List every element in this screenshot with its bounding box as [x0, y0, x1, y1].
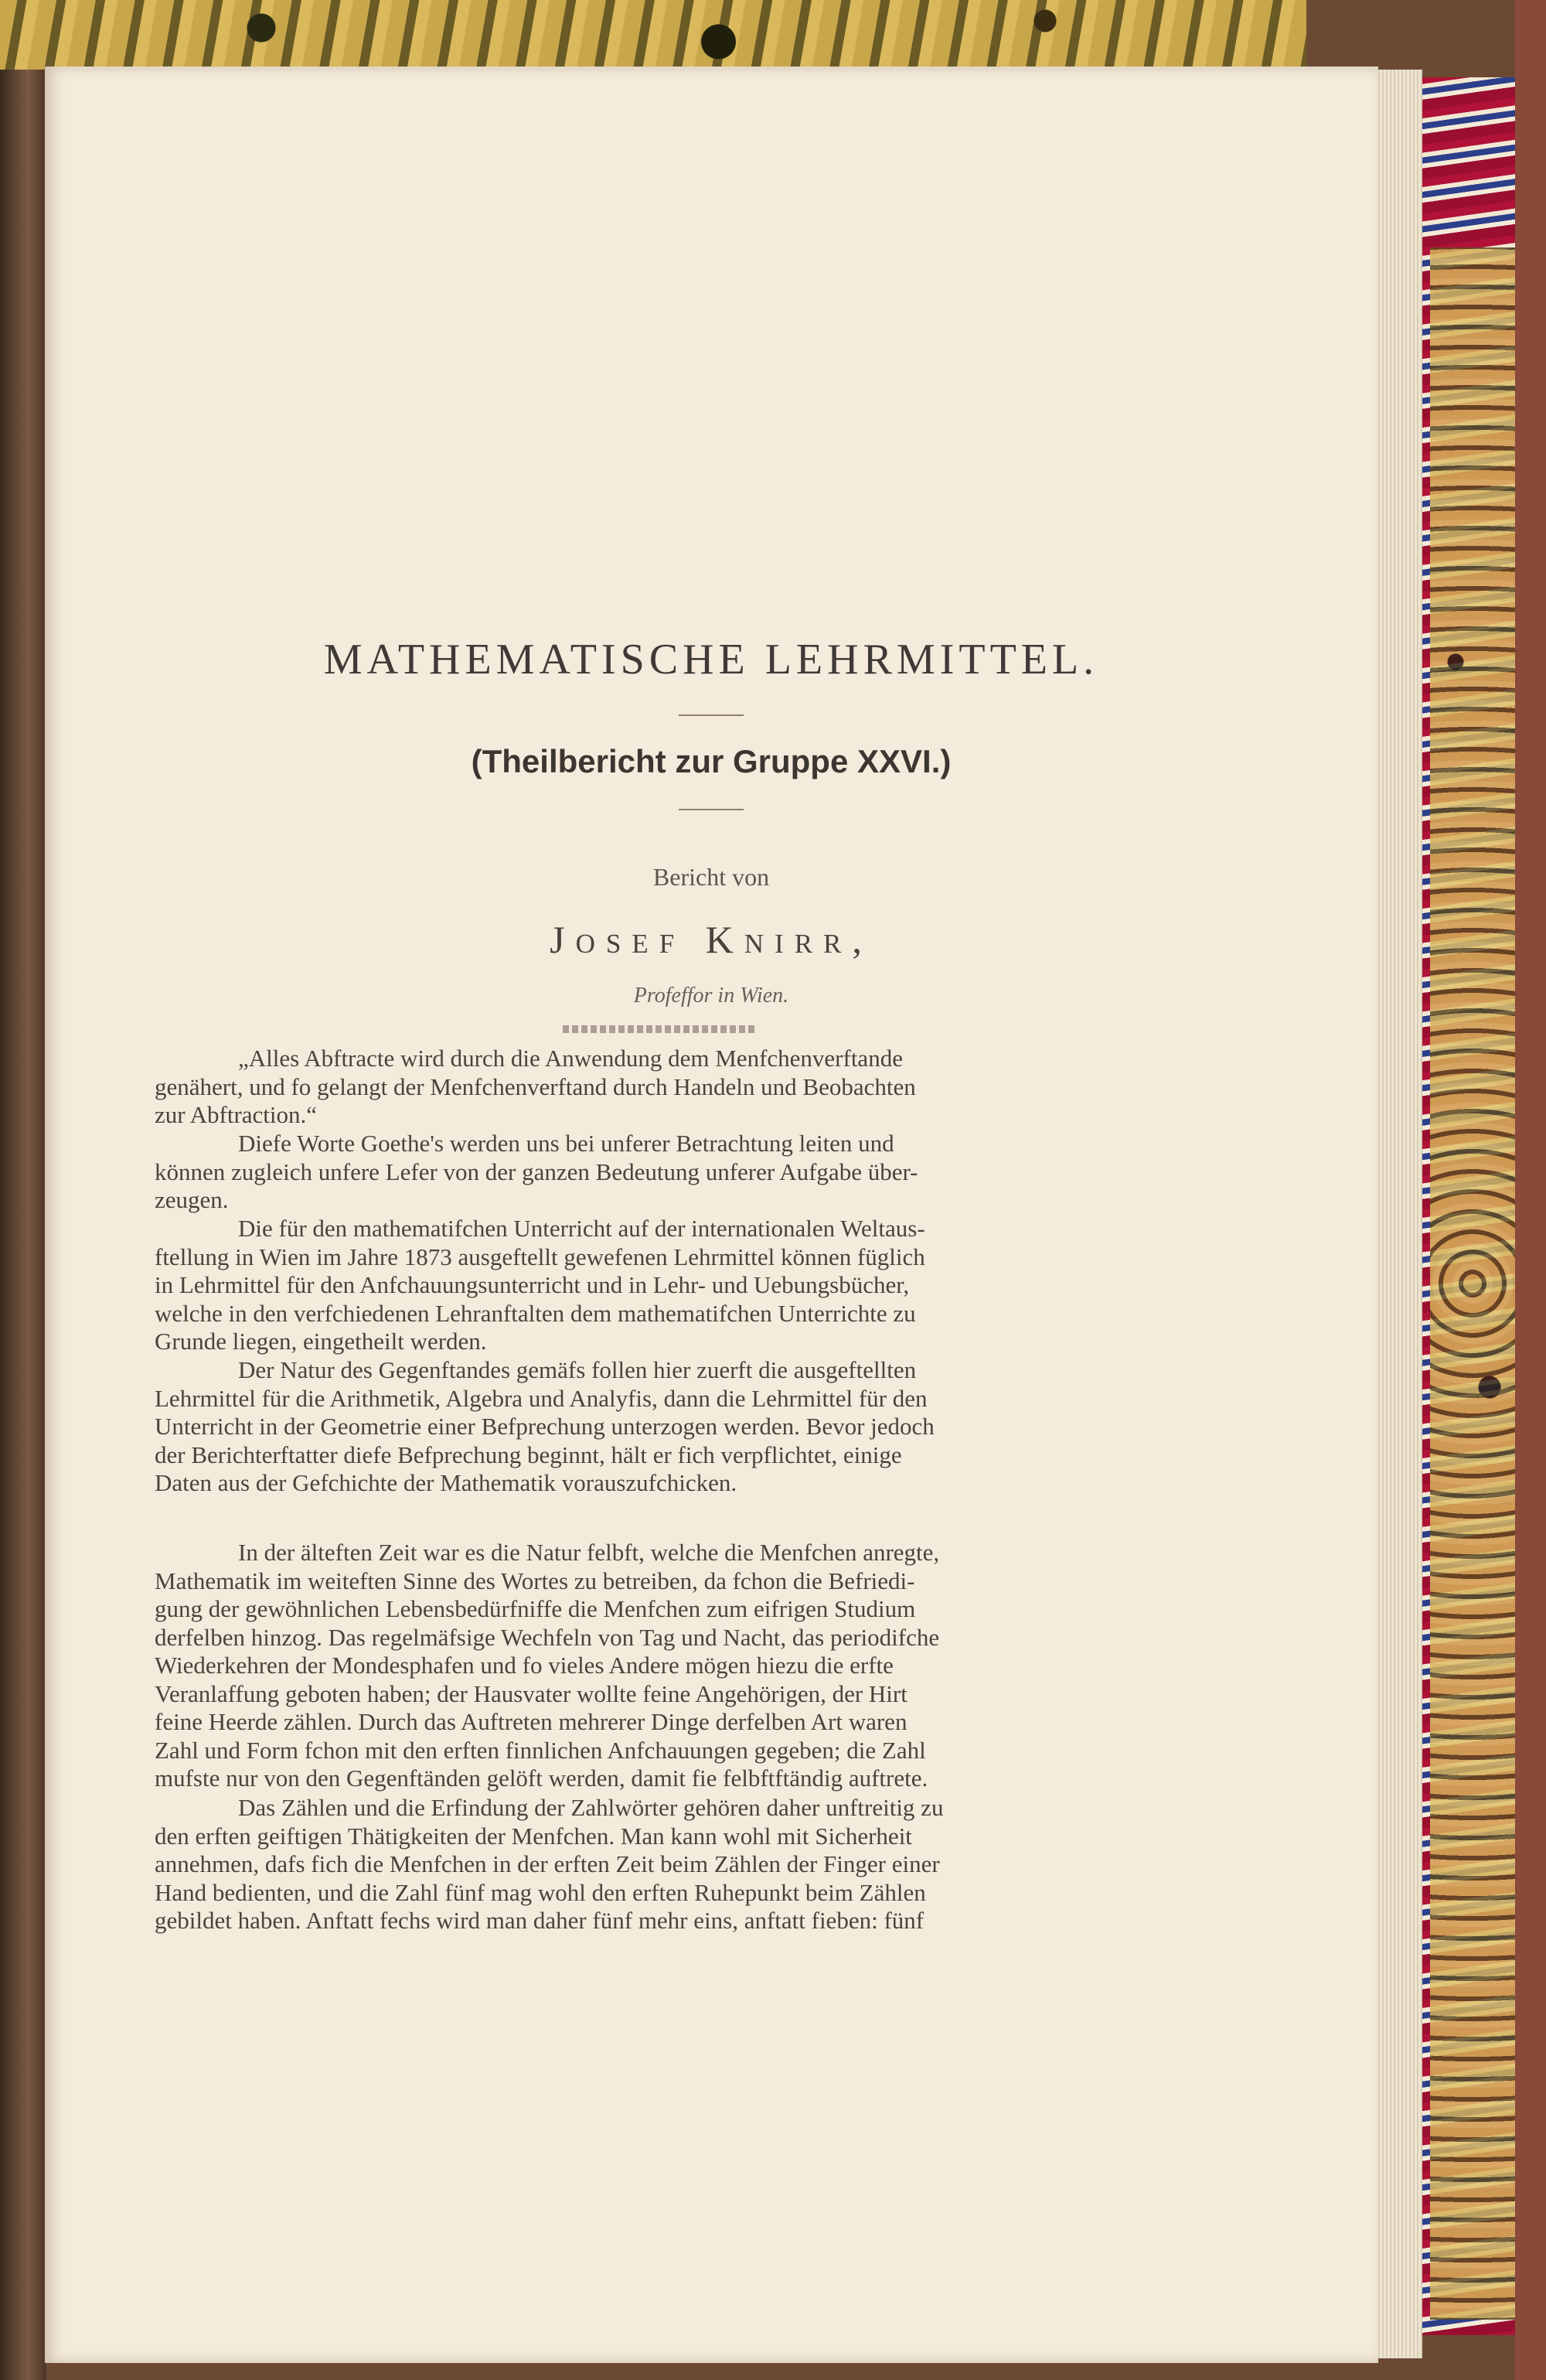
marbled-binding-top: [0, 0, 1306, 70]
body-paragraph: [155, 1794, 1268, 1935]
text-line: gung der gewöhnlichen Lebensbedürfniffe die Menfchen zum eifrigen Studium: [155, 1595, 916, 1622]
article-title: MATHEMATISCHE LEHRMITTEL.: [323, 636, 1099, 684]
subtitle-divider: [679, 809, 744, 810]
text-line: Mathematik im weiteften Sinne des Wortes zu betreiben, da fchon die Befriedi-: [155, 1567, 915, 1594]
byline-label: Bericht von: [652, 863, 770, 891]
text-line: können zugleich unfere Lefer von der ganzen Bedeutung unferer Aufgabe über-: [155, 1158, 918, 1185]
text-line: Diefe Worte Goethe's werden uns bei unferer Betrachtung leiten und: [238, 1130, 894, 1157]
text-line: Hand bedienten, und die Zahl fünf mag wohl den erften Ruhepunkt beim Zählen: [155, 1878, 926, 1906]
text-line: Das Zählen und die Erfindung der Zahlwörter gehören daher unftreitig zu: [238, 1794, 944, 1821]
text-line: Lehrmittel für die Arithmetik, Algebra und Analyfis, dann die Lehrmittel für den: [155, 1384, 928, 1412]
quote-paragraph: [155, 1045, 1268, 1130]
text-line: derfelben hinzog. Das regelmäfsige Wechfeln von Tag und Nacht, das periodifche: [155, 1623, 940, 1651]
text-line: Der Natur des Gegenftandes gemäfs follen hier zuerft die ausgeftellten: [238, 1356, 917, 1383]
text-line: gebildet haben. Anftatt fechs wird man daher fünf mehr eins, anftatt fieben: fünf: [155, 1907, 925, 1934]
text-line: Veranlaffung geboten haben; der Hausvater wollte feine Angehörigen, der Hirt: [155, 1679, 908, 1707]
text-line: In der älteften Zeit war es die Natur felbft, welche die Menfchen anregte,: [238, 1539, 940, 1566]
text-line: welche in den verfchiedenen Lehranftalten dem mathematifchen Unterrichte zu: [155, 1299, 916, 1327]
ornamental-divider: [563, 1025, 756, 1033]
text-line: Die für den mathematifchen Unterricht auf der internationalen Weltaus-: [238, 1215, 925, 1242]
book-cover-edge: [1515, 0, 1546, 2380]
body-paragraph: [155, 1539, 1268, 1793]
marbled-pattern: [1430, 247, 1515, 2320]
body-paragraph: [155, 1356, 1268, 1498]
text-line: Wiederkehren der Mondesphafen und fo vieles Andere mögen hiezu die erfte: [155, 1652, 894, 1679]
book-spine: [0, 0, 46, 2380]
text-line: zur Abftraction.“: [155, 1101, 318, 1128]
text-line: Grunde liegen, eingetheilt werden.: [155, 1328, 487, 1355]
page-edges: [1376, 70, 1422, 2358]
body-paragraph: [155, 1130, 1268, 1215]
text-line: Zahl und Form fchon mit den erften finnlichen Anfchauungen gegeben; die Zahl: [155, 1736, 926, 1764]
text-line: Unterricht in der Geometrie einer Befprechung unterzogen werden. Bevor jedoch: [155, 1413, 935, 1440]
text-line: mufste nur von den Gegenftänden gelöft werden, damit fie felbftftändig auftrete.: [155, 1765, 928, 1792]
author-affiliation: Profeffor in Wien.: [633, 984, 789, 1008]
title-divider: [679, 714, 744, 716]
author-name: Josef Knirr,: [550, 918, 873, 961]
text-line: in Lehrmittel für den Anfchauungsunterricht und in Lehr- und Uebungsbücher,: [155, 1271, 910, 1298]
text-line: der Berichterftatter diefe Befprechung beginnt, hält er fich verpflichtet, einige: [155, 1441, 902, 1468]
text-line: annehmen, dafs fich die Menfchen in der erften Zeit beim Zählen der Finger einer: [155, 1850, 940, 1877]
text-line: feine Heerde zählen. Durch das Auftreten mehrerer Dinge derfelben Art waren: [155, 1708, 908, 1735]
text-line: „Alles Abftracte wird durch die Anwendung dem Menfchenverftande: [238, 1045, 903, 1072]
text-line: zeugen.: [155, 1186, 229, 1213]
article-subtitle: (Theilbericht zur Gruppe XXVI.): [471, 743, 952, 779]
text-line: Daten aus der Gefchichte der Mathematik vorauszufchicken.: [155, 1469, 737, 1496]
text-line: den erften geiftigen Thätigkeiten der Menfchen. Man kann wohl mit Sicherheit: [155, 1822, 912, 1850]
text-line: ftellung in Wien im Jahre 1873 ausgeftellt gewefenen Lehrmittel können füglich: [155, 1243, 925, 1270]
book-page: [45, 66, 1378, 2363]
text-line: genähert, und fo gelangt der Menfchenverftand durch Handeln und Beobachten: [155, 1072, 916, 1100]
body-paragraph: [155, 1215, 1268, 1356]
page-content: [45, 66, 1378, 2363]
